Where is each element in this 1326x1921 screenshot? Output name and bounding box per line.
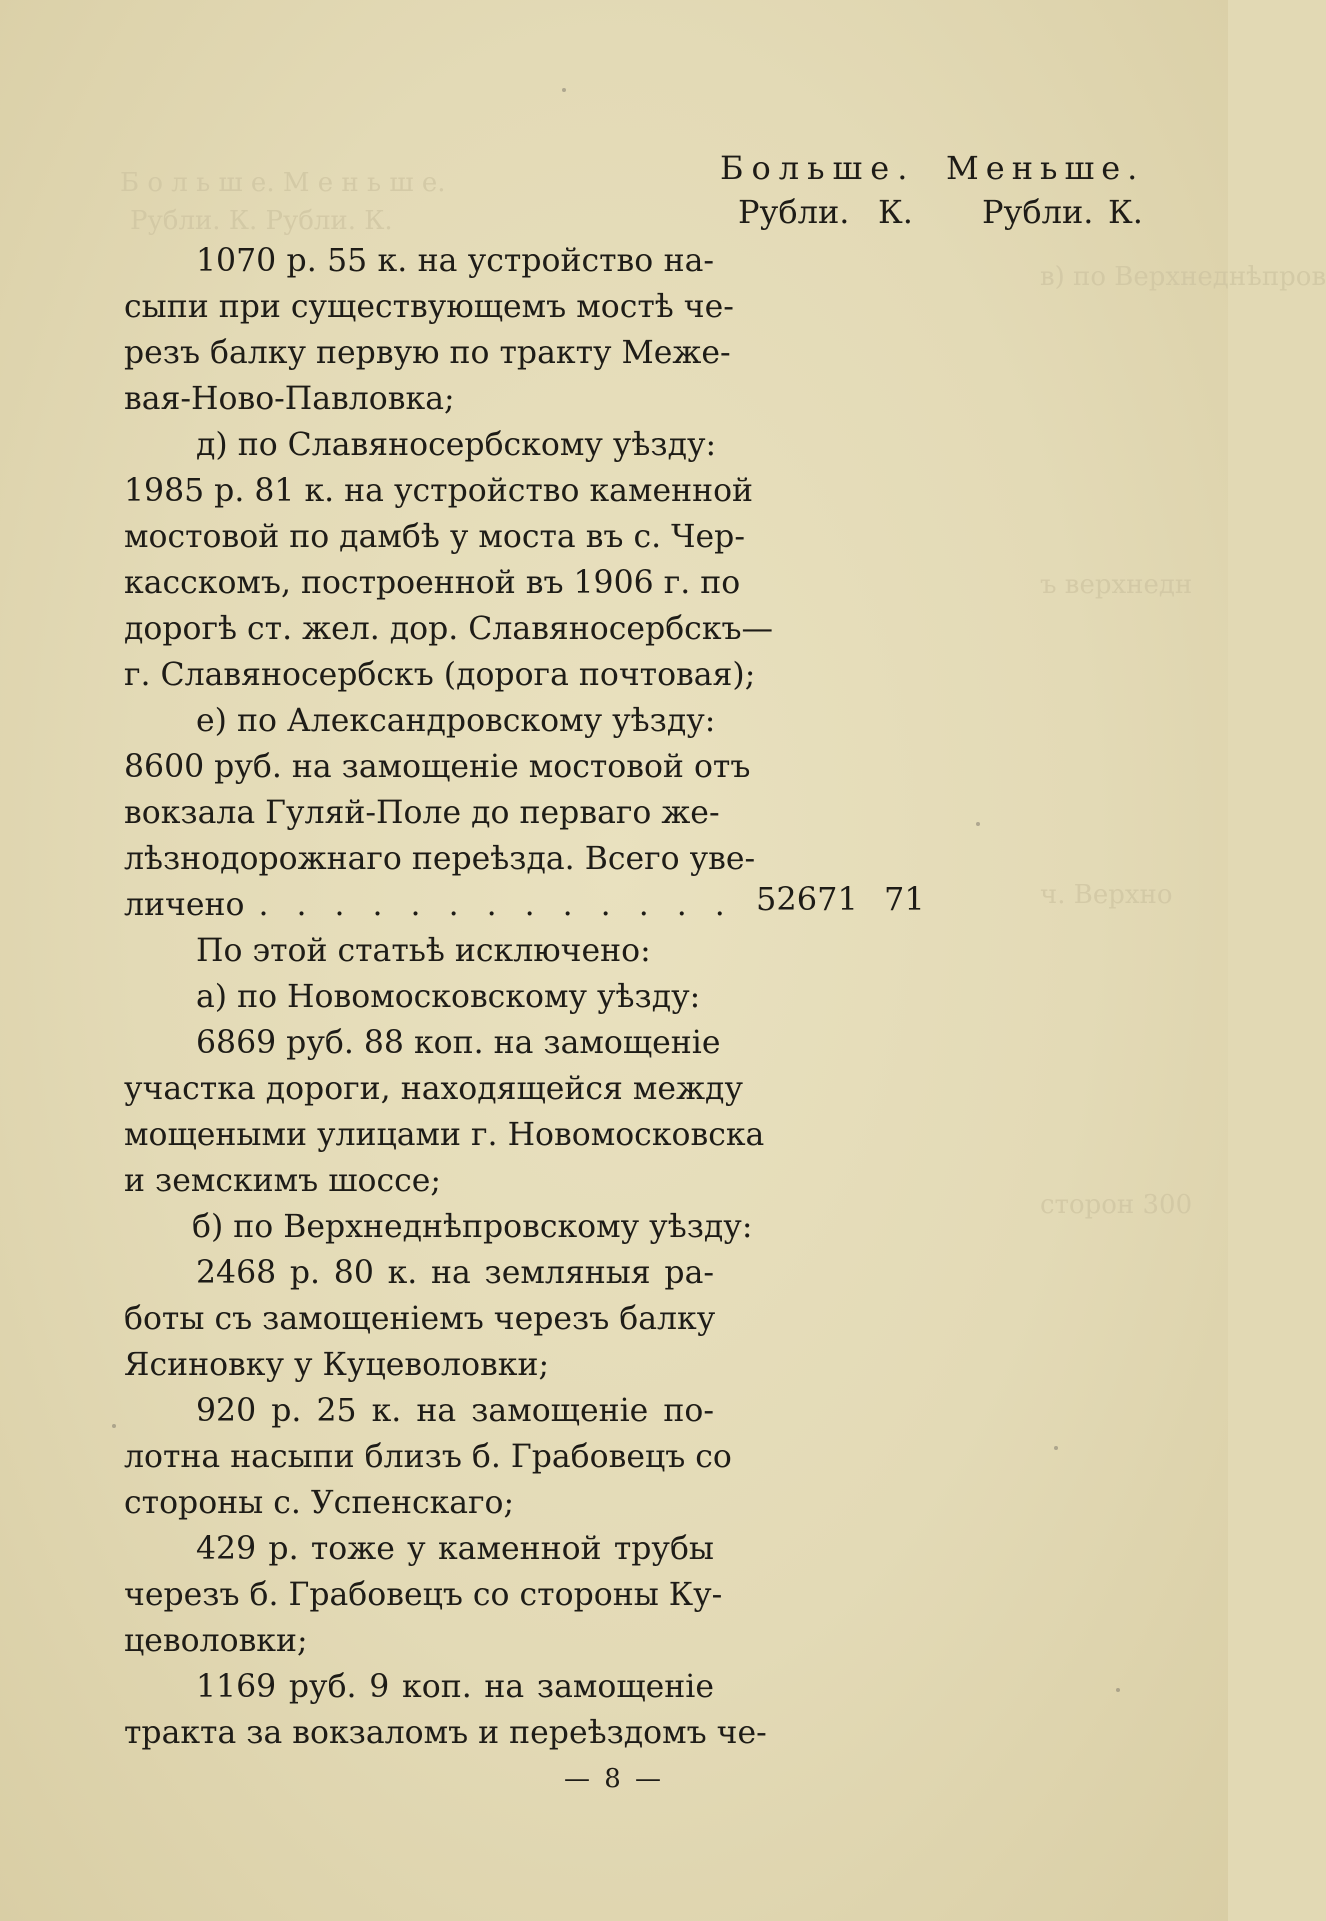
total-line-label: личено bbox=[124, 887, 245, 923]
text-line: е) по Александровскому уѣзду: bbox=[196, 703, 716, 739]
text-line: лѣзнодорожнаго переѣзда. Всего уве- bbox=[124, 841, 756, 877]
text-line: мощеными улицами г. Новомосковска bbox=[124, 1117, 765, 1153]
text-line: сыпи при существующемъ мостѣ че- bbox=[124, 289, 734, 325]
text-line: 6869 руб. 88 коп. на замощеніе bbox=[196, 1025, 721, 1061]
text-line: 920 р. 25 к. на замощеніе по- bbox=[196, 1393, 714, 1429]
text-line: дорогѣ ст. жел. дор. Славяносербскъ— bbox=[124, 611, 774, 647]
bleed-through-texture: сторон 300 bbox=[1040, 1190, 1193, 1220]
bleed-through-texture: ъ верхнедн bbox=[1040, 570, 1193, 600]
text-line: 1070 р. 55 к. на устройство на- bbox=[196, 243, 714, 279]
text-line: б) по Верхнеднѣпровскому уѣзду: bbox=[192, 1209, 753, 1245]
bleed-through-texture: Б о л ь ш е. М е н ь ш е. bbox=[120, 168, 446, 198]
print-speck bbox=[1116, 1688, 1120, 1692]
header-more-label: Больше. bbox=[720, 149, 916, 187]
text-line: резъ балку первую по тракту Меже- bbox=[124, 335, 731, 371]
total-increase-rubles: 52671 bbox=[756, 880, 858, 918]
section-heading: По этой статьѣ исключено: bbox=[196, 933, 651, 969]
text-line: 1985 р. 81 к. на устройство каменной bbox=[124, 473, 754, 509]
text-line: г. Славяносербскъ (дорога почтовая); bbox=[124, 657, 756, 693]
header-kopecks-less: К. bbox=[1108, 193, 1143, 231]
print-speck bbox=[1054, 1446, 1058, 1450]
text-line: лотна насыпи близъ б. Грабовецъ со bbox=[124, 1439, 732, 1475]
text-line: 429 р. тоже у каменной трубы bbox=[196, 1531, 714, 1567]
body-text-column bbox=[124, 238, 774, 1756]
total-increase-kopecks: 71 bbox=[884, 880, 925, 918]
page-number: — 8 — bbox=[563, 1764, 665, 1794]
text-line: мостовой по дамбѣ у моста въ с. Чер- bbox=[124, 519, 745, 555]
text-line: а) по Новомосковскому уѣзду: bbox=[196, 979, 701, 1015]
dot-leader: . . . . . . . . . . . . . bbox=[258, 887, 734, 923]
print-speck bbox=[112, 1424, 116, 1428]
text-line: черезъ б. Грабовецъ со стороны Ку- bbox=[124, 1577, 723, 1613]
header-rubles-less: Рубли. bbox=[982, 193, 1094, 231]
bleed-through-texture: в) по Верхнеднѣпров bbox=[1040, 262, 1326, 292]
text-line: тракта за вокзаломъ и переѣздомъ че- bbox=[124, 1715, 767, 1751]
text-line: боты съ замощеніемъ черезъ балку bbox=[124, 1301, 716, 1337]
bleed-through-texture: Рубли. К. Рубли. К. bbox=[130, 206, 393, 236]
text-line: 2468 р. 80 к. на земляныя ра- bbox=[196, 1255, 714, 1291]
text-line: касскомъ, построенной въ 1906 г. по bbox=[124, 565, 741, 601]
text-line: и земскимъ шоссе; bbox=[124, 1163, 441, 1199]
text-line: вокзала Гуляй-Поле до перваго же- bbox=[124, 795, 720, 831]
text-line: стороны с. Успенскаго; bbox=[124, 1485, 515, 1521]
header-less-label: Меньше. bbox=[946, 149, 1145, 187]
text-line: вая-Ново-Павловка; bbox=[124, 381, 455, 417]
text-line: д) по Славяносербскому уѣзду: bbox=[196, 427, 717, 463]
print-speck bbox=[976, 822, 980, 826]
text-line: Ясиновку у Куцеволовки; bbox=[124, 1347, 550, 1383]
total-line bbox=[124, 882, 734, 928]
print-speck bbox=[562, 88, 566, 92]
text-line: 8600 руб. на замощеніе мостовой отъ bbox=[124, 749, 751, 785]
text-line: цеволовки; bbox=[124, 1623, 308, 1659]
bleed-through-texture: ч. Верхно bbox=[1040, 880, 1173, 910]
header-kopecks-more: К. bbox=[878, 193, 913, 231]
column-header bbox=[700, 148, 1180, 234]
header-rubles-more: Рубли. bbox=[738, 193, 850, 231]
text-line: участка дороги, находящейся между bbox=[124, 1071, 743, 1107]
text-line: 1169 руб. 9 коп. на замощеніе bbox=[196, 1669, 714, 1705]
